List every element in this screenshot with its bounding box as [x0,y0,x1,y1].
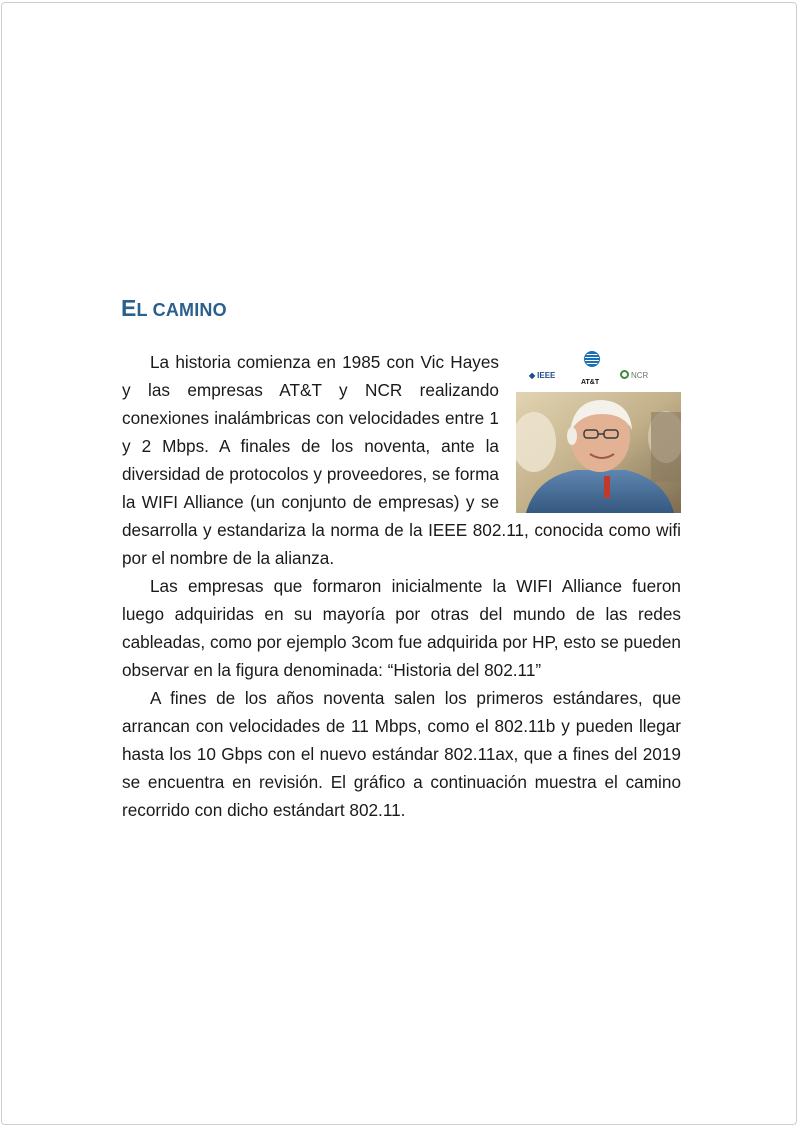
paragraph-3: A fines de los años noventa salen los primeros estándares, que arrancan con velocidades de 11 Mbps, como el 802.11b y pueden llegar hasta los 10 Gbps con el nuevo estándar 802.11ax, que a fines del 2019 se encuentra en revisión. El gráfico a continuación muestra el camino recorrido con dicho estándart 802.11. [122,688,681,820]
ncr-ring-icon [620,370,629,379]
logo-strip [516,348,681,386]
ieee-logo [529,362,555,390]
person-photo-icon [516,392,681,513]
body-text [122,348,681,824]
paragraph-1: La historia comienza en 1985 con Vic Hayes y las empresas AT&T y NCR realizando conexiones inalámbricas con velocidades entre 1 y 2 Mbps. A finales de los noventa, ante la diversidad de protocolos y proveedores, se forma la WIFI Alliance (un conjunto de empresas) y se desarrolla y estandariza la norma de la IEEE 802.11, conocida como wifi por el nombre de la alianza. [122,352,681,568]
history-figure [516,348,681,513]
ieee-logo-text: IEEE [537,371,556,380]
heading-rest: L CAMINO [136,300,227,320]
att-globe-icon [584,351,600,367]
section-heading [121,293,227,325]
att-logo-text: AT&T [581,379,600,386]
paragraph-2: Las empresas que formaron inicialmente la WIFI Alliance fueron luego adquiridas en su mayoría por otras del mundo de las redes cableadas, como por ejemplo 3com fue adquirida por HP, esto se pueden observar en la figura denominada: “Historia del 802.11” [122,576,681,680]
vic-hayes-photo [516,392,681,513]
heading-initial: E [121,295,137,321]
att-logo [581,351,603,386]
ncr-logo-text: NCR [631,371,649,380]
document-page [1,2,797,1125]
ncr-logo [620,362,648,390]
ieee-diamond-icon: ◆ [529,371,536,380]
